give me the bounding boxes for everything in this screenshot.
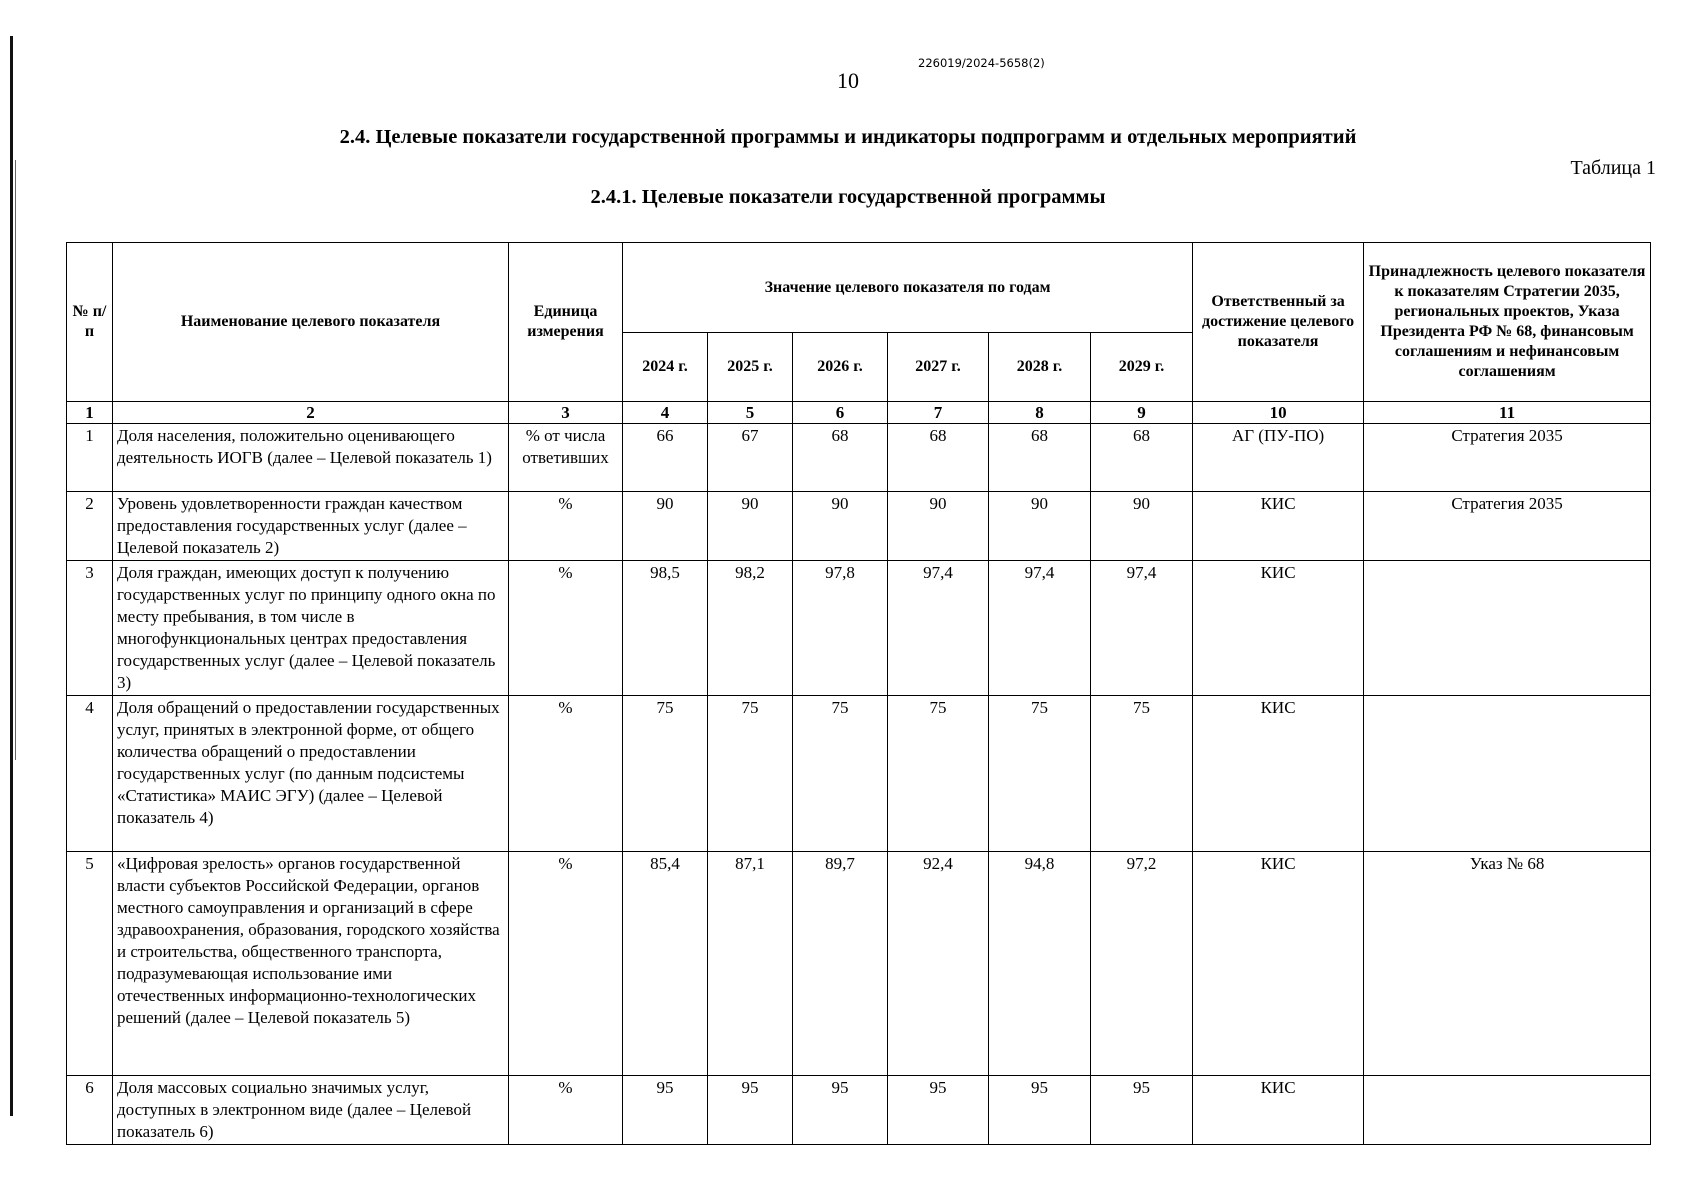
header-year: 2027 г. bbox=[888, 333, 989, 402]
section-title: 2.4. Целевые показатели государственной программы и индикаторы подпрограмм и отдельных мероприятий bbox=[339, 126, 1357, 148]
row-value: 66 bbox=[623, 424, 708, 492]
row-name: Доля населения, положительно оценивающего деятельность ИОГВ (далее – Целевой показатель 1) bbox=[113, 424, 509, 492]
row-value: 68 bbox=[793, 424, 888, 492]
row-value: 95 bbox=[708, 1076, 793, 1145]
header-year: 2028 г. bbox=[989, 333, 1091, 402]
row-value: 68 bbox=[989, 424, 1091, 492]
row-name: Доля граждан, имеющих доступ к получению государственных услуг по принципу одного окна по месту пребывания, в том числе в многофункциональных центрах предоставления государственных услуг (далее – Целевой показатель 3) bbox=[113, 561, 509, 696]
indicators-table bbox=[66, 242, 1651, 1145]
row-belonging: Указ № 68 bbox=[1364, 852, 1651, 1076]
row-value: 68 bbox=[1091, 424, 1193, 492]
column-number: 6 bbox=[793, 402, 888, 424]
row-num: 5 bbox=[67, 852, 113, 1076]
column-number: 2 bbox=[113, 402, 509, 424]
row-value: 90 bbox=[1091, 492, 1193, 561]
row-name: Доля обращений о предоставлении государственных услуг, принятых в электронной форме, от общего количества обращений о предоставлении государственных услуг (по данным подсистемы «Статистика» МАИС ЭГУ) (далее – Целевой показатель 4) bbox=[113, 696, 509, 852]
row-unit: % bbox=[509, 696, 623, 852]
row-name: Доля массовых социально значимых услуг, доступных в электронном виде (далее – Целевой показатель 6) bbox=[113, 1076, 509, 1145]
row-unit: % bbox=[509, 561, 623, 696]
row-value: 75 bbox=[888, 696, 989, 852]
row-value: 90 bbox=[888, 492, 989, 561]
row-value: 75 bbox=[1091, 696, 1193, 852]
row-value: 75 bbox=[708, 696, 793, 852]
column-number: 10 bbox=[1193, 402, 1364, 424]
row-value: 85,4 bbox=[623, 852, 708, 1076]
header-values-group: Значение целевого показателя по годам bbox=[623, 243, 1193, 333]
row-value: 75 bbox=[623, 696, 708, 852]
row-value: 67 bbox=[708, 424, 793, 492]
column-number: 5 bbox=[708, 402, 793, 424]
scan-edge-mark-thin bbox=[15, 160, 16, 760]
header-year: 2024 г. bbox=[623, 333, 708, 402]
row-value: 97,8 bbox=[793, 561, 888, 696]
row-value: 97,4 bbox=[989, 561, 1091, 696]
header-unit: Единица измерения bbox=[509, 243, 623, 402]
row-belonging: Стратегия 2035 bbox=[1364, 492, 1651, 561]
row-unit: % bbox=[509, 852, 623, 1076]
row-num: 4 bbox=[67, 696, 113, 852]
row-num: 3 bbox=[67, 561, 113, 696]
column-number: 4 bbox=[623, 402, 708, 424]
subsection-title: 2.4.1. Целевые показатели государственной программы bbox=[590, 186, 1106, 208]
row-value: 98,5 bbox=[623, 561, 708, 696]
header-year: 2029 г. bbox=[1091, 333, 1193, 402]
table-row bbox=[67, 1076, 1651, 1145]
row-value: 75 bbox=[793, 696, 888, 852]
table-row bbox=[67, 696, 1651, 852]
row-responsible: КИС bbox=[1193, 561, 1364, 696]
row-value: 87,1 bbox=[708, 852, 793, 1076]
header-num: № п/п bbox=[67, 243, 113, 402]
table-row bbox=[67, 424, 1651, 492]
header-year: 2025 г. bbox=[708, 333, 793, 402]
row-responsible: КИС bbox=[1193, 492, 1364, 561]
row-responsible: КИС bbox=[1193, 852, 1364, 1076]
row-value: 68 bbox=[888, 424, 989, 492]
column-number: 7 bbox=[888, 402, 989, 424]
row-value: 95 bbox=[1091, 1076, 1193, 1145]
row-value: 97,2 bbox=[1091, 852, 1193, 1076]
column-number: 9 bbox=[1091, 402, 1193, 424]
row-unit: % bbox=[509, 1076, 623, 1145]
table-row bbox=[67, 492, 1651, 561]
header-name: Наименование целевого показателя bbox=[113, 243, 509, 402]
row-belonging bbox=[1364, 561, 1651, 696]
table-label: Таблица 1 bbox=[1570, 157, 1656, 179]
row-value: 90 bbox=[793, 492, 888, 561]
column-number: 11 bbox=[1364, 402, 1651, 424]
row-value: 95 bbox=[623, 1076, 708, 1145]
row-value: 97,4 bbox=[1091, 561, 1193, 696]
row-value: 90 bbox=[623, 492, 708, 561]
row-num: 6 bbox=[67, 1076, 113, 1145]
table-row bbox=[67, 561, 1651, 696]
row-belonging bbox=[1364, 1076, 1651, 1145]
column-number-row bbox=[67, 402, 1651, 424]
table-row bbox=[67, 852, 1651, 1076]
row-unit: % от числа ответивших bbox=[509, 424, 623, 492]
row-num: 1 bbox=[67, 424, 113, 492]
row-value: 90 bbox=[708, 492, 793, 561]
row-belonging bbox=[1364, 696, 1651, 852]
page-number: 10 bbox=[837, 68, 859, 93]
row-responsible: КИС bbox=[1193, 696, 1364, 852]
row-value: 95 bbox=[888, 1076, 989, 1145]
column-number: 3 bbox=[509, 402, 623, 424]
column-number: 8 bbox=[989, 402, 1091, 424]
header-belonging: Принадлежность целевого показателя к показателям Стратегии 2035, региональных проектов, Указа Президента РФ № 68, финансовым соглашениям и нефинансовым соглашениям bbox=[1364, 243, 1651, 402]
row-value: 95 bbox=[989, 1076, 1091, 1145]
row-num: 2 bbox=[67, 492, 113, 561]
row-value: 75 bbox=[989, 696, 1091, 852]
row-value: 97,4 bbox=[888, 561, 989, 696]
row-value: 92,4 bbox=[888, 852, 989, 1076]
row-value: 95 bbox=[793, 1076, 888, 1145]
row-name: «Цифровая зрелость» органов государственной власти субъектов Российской Федерации, органов местного самоуправления и организаций в сфере здравоохранения, образования, городского хозяйства и строительства, общественного транспорта, подразумевающая использование ими отечественных информационно-технологических решений (далее – Целевой показатель 5) bbox=[113, 852, 509, 1076]
row-responsible: КИС bbox=[1193, 1076, 1364, 1145]
row-belonging: Стратегия 2035 bbox=[1364, 424, 1651, 492]
header-year: 2026 г. bbox=[793, 333, 888, 402]
row-value: 94,8 bbox=[989, 852, 1091, 1076]
header-responsible: Ответственный за достижение целевого показателя bbox=[1193, 243, 1364, 402]
row-value: 98,2 bbox=[708, 561, 793, 696]
row-name: Уровень удовлетворенности граждан качеством предоставления государственных услуг (далее – Целевой показатель 2) bbox=[113, 492, 509, 561]
column-number: 1 bbox=[67, 402, 113, 424]
row-value: 89,7 bbox=[793, 852, 888, 1076]
row-responsible: АГ (ПУ-ПО) bbox=[1193, 424, 1364, 492]
row-unit: % bbox=[509, 492, 623, 561]
row-value: 90 bbox=[989, 492, 1091, 561]
document-id: 226019/2024-5658(2) bbox=[918, 56, 1045, 70]
